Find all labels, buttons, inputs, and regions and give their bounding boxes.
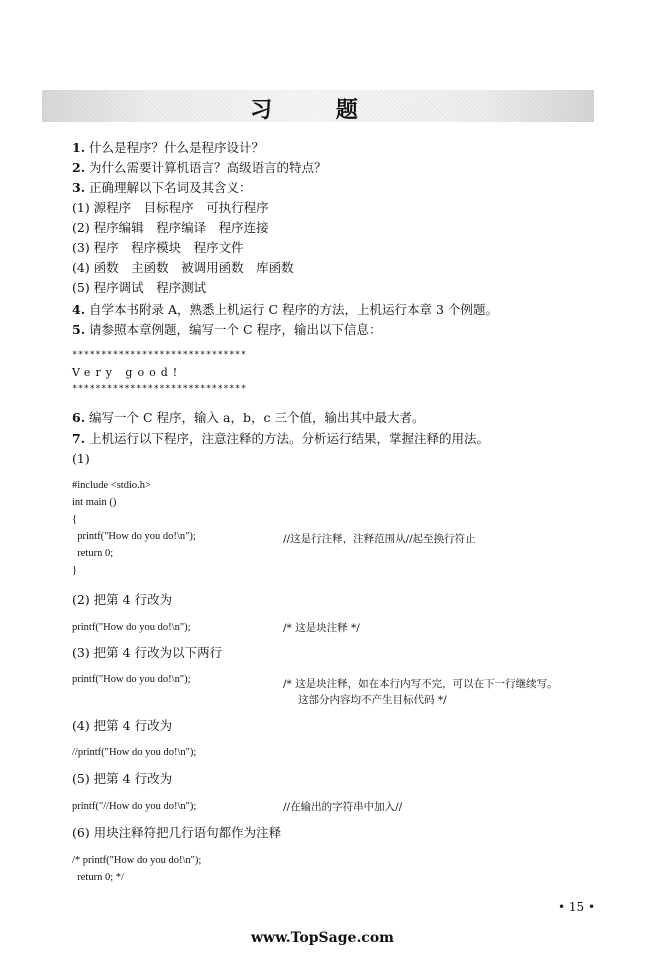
question-text: 自学本书附录 A，熟悉上机运行 C 程序的方法，上机运行本章 3 个例题。 bbox=[89, 302, 498, 317]
question-5 bbox=[72, 322, 382, 338]
section-banner bbox=[42, 90, 594, 122]
code-comment: /* 这是块注释，如在本行内写不完，可以在下一行继续写。 bbox=[283, 678, 558, 690]
list-item: (2) 程序编辑 程序编译 程序连接 bbox=[72, 220, 269, 235]
code-line: return 0; bbox=[72, 548, 114, 559]
question-3 bbox=[72, 180, 252, 196]
code-line: { bbox=[72, 514, 78, 525]
code-line: printf("//How do you do!\n"); bbox=[72, 801, 197, 812]
question-text: 编写一个 C 程序，输入 a，b，c 三个值，输出其中最大者。 bbox=[89, 410, 425, 425]
question-7 bbox=[72, 431, 489, 447]
list-item: (1) 源程序 目标程序 可执行程序 bbox=[72, 200, 269, 215]
code-line: #include <stdio.h> bbox=[72, 480, 151, 491]
code-line: } bbox=[72, 565, 78, 576]
question-number: 1. bbox=[72, 140, 86, 155]
question-number: 7. bbox=[72, 431, 86, 446]
code-line: printf("How do you do!\n"); bbox=[72, 531, 196, 542]
code-comment: //在输出的字符串中加入// bbox=[283, 801, 403, 813]
code-comment: /* 这是块注释 */ bbox=[283, 622, 360, 634]
list-item: (3) 程序 程序模块 程序文件 bbox=[72, 240, 244, 255]
question-number: 5. bbox=[72, 322, 86, 337]
list-item: (4) 函数 主函数 被调用函数 库函数 bbox=[72, 260, 294, 275]
question-number: 2. bbox=[72, 160, 86, 175]
part-label: (5) 把第 4 行改为 bbox=[72, 771, 173, 786]
question-number: 3. bbox=[72, 180, 86, 195]
stars-line-bottom: ****************************** bbox=[72, 384, 247, 394]
part-label: (4) 把第 4 行改为 bbox=[72, 718, 173, 733]
code-line: printf("How do you do!\n"); bbox=[72, 622, 191, 633]
part-label: (3) 把第 4 行改为以下两行 bbox=[72, 645, 223, 660]
question-number: 6. bbox=[72, 410, 86, 425]
stars-line-top: ****************************** bbox=[72, 350, 247, 360]
part-label: (6) 用块注释符把几行语句都作为注释 bbox=[72, 825, 282, 840]
question-text: 上机运行以下程序，注意注释的方法。分析运行结果，掌握注释的用法。 bbox=[89, 431, 490, 446]
code-line: printf("How do you do!\n"); bbox=[72, 674, 191, 685]
question-text: 什么是程序？什么是程序设计？ bbox=[89, 140, 265, 155]
code-line: int main () bbox=[72, 497, 117, 508]
code-line: return 0; */ bbox=[72, 872, 124, 883]
footer-watermark: www.TopSage.com bbox=[251, 930, 394, 946]
question-text: 为什么需要计算机语言？高级语言的特点？ bbox=[89, 160, 327, 175]
question-6 bbox=[72, 410, 424, 426]
code-line: //printf("How do you do!\n"); bbox=[72, 747, 197, 758]
question-2 bbox=[72, 160, 327, 176]
section-title: 习 题 bbox=[250, 98, 386, 123]
list-item: (5) 程序调试 程序测试 bbox=[72, 280, 207, 295]
page-number: • 15 • bbox=[558, 900, 596, 914]
part-label: (1) bbox=[72, 451, 90, 466]
code-line: /* printf("How do you do!\n"); bbox=[72, 855, 202, 866]
code-comment: //这是行注释，注释范围从//起至换行符止 bbox=[283, 533, 476, 545]
question-number: 4. bbox=[72, 302, 86, 317]
question-4 bbox=[72, 302, 498, 318]
question-1 bbox=[72, 140, 264, 156]
question-text: 请参照本章例题，编写一个 C 程序，输出以下信息： bbox=[89, 322, 382, 337]
part-label: (2) 把第 4 行改为 bbox=[72, 592, 173, 607]
code-comment: 这部分内容均不产生目标代码 */ bbox=[298, 694, 447, 706]
output-message: Very good! bbox=[72, 366, 183, 379]
question-text: 正确理解以下名词及其含义： bbox=[89, 180, 252, 195]
